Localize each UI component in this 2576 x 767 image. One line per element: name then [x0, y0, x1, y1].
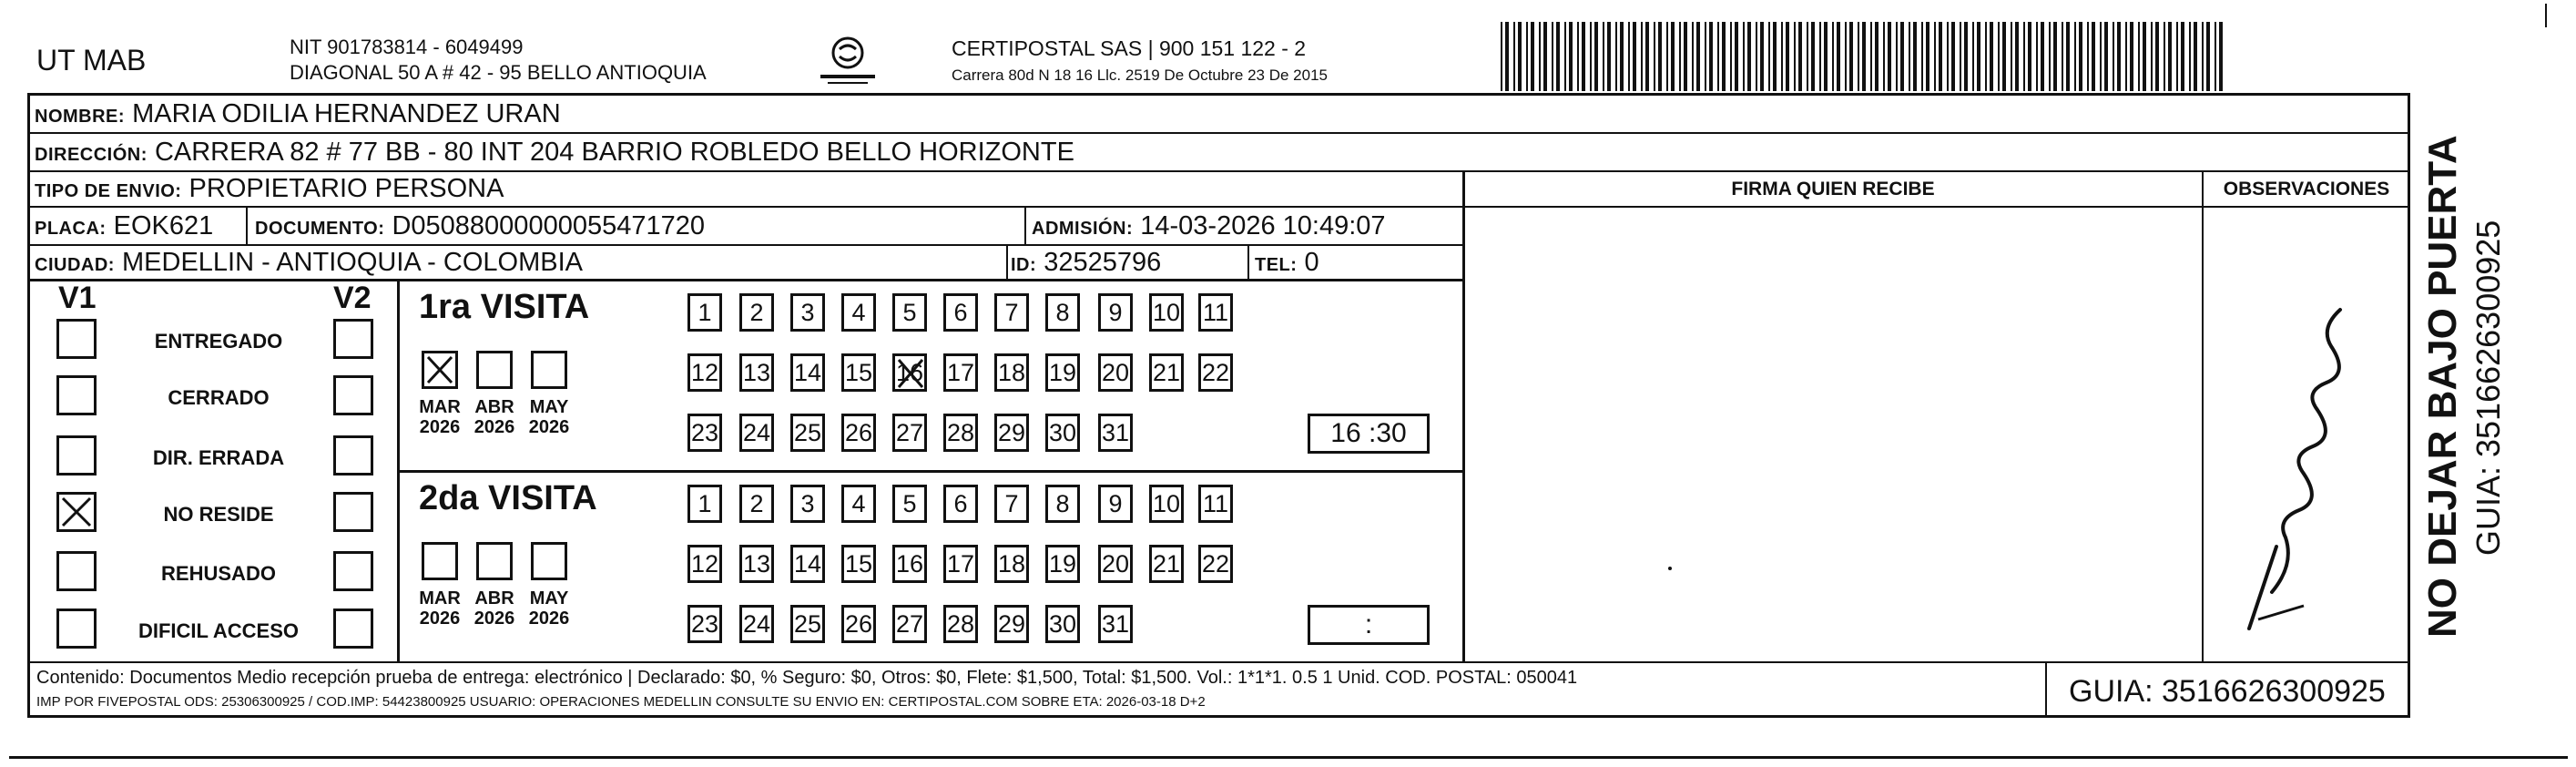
day-box[interactable]: 17	[943, 545, 978, 583]
barcode-bar	[1990, 22, 1993, 91]
day-box[interactable]: 6	[943, 485, 978, 523]
day-box[interactable]: 24	[739, 414, 774, 452]
day-box[interactable]: 13	[739, 353, 774, 392]
barcode-bar	[2002, 22, 2006, 91]
day-box[interactable]: 3	[790, 485, 825, 523]
handwritten-signature	[2222, 291, 2377, 638]
barcode-bar	[1786, 22, 1789, 91]
barcode-bar	[1582, 22, 1585, 91]
barcode-bar	[1819, 22, 1821, 91]
tel-value: 0	[1304, 248, 1319, 277]
day-box[interactable]: 7	[994, 293, 1029, 332]
barcode-bar	[1735, 22, 1738, 91]
observaciones-header: OBSERVACIONES	[2223, 179, 2390, 199]
barcode-bar	[1934, 22, 1936, 91]
barcode-bar	[1654, 22, 1655, 91]
rule	[27, 170, 2410, 172]
day-box[interactable]: 21	[1149, 545, 1184, 583]
barcode-bar	[1781, 22, 1783, 91]
firma-header: FIRMA QUIEN RECIBE	[1731, 179, 1935, 199]
footer-content: Contenido: Documentos Medio recepción prueba de entrega: electrónico | Declarado: $0, % Seguro: $0, Otros: $0, Flete: $1,500, Total: $1,500. Vol.: 1*1*1. 0.5 1 Unid. COD. POSTAL: 050041	[36, 668, 1578, 688]
day-box[interactable]: 14	[790, 353, 825, 392]
barcode-bar	[1794, 22, 1796, 91]
day-box[interactable]: 5	[892, 485, 927, 523]
v2-checkbox[interactable]	[333, 319, 373, 359]
month-year: 2026	[419, 417, 461, 437]
month-label	[520, 588, 578, 629]
footer-print-info: IMP POR FIVEPOSTAL ODS: 25306300925 / COD.IMP: 54423800925 USUARIO: OPERACIONES MEDELLIN CONSULTE SU ENVIO EN: CERTIPOSTAL.COM SOBRE ETA: 2026-03-18 D+2	[36, 694, 1206, 710]
barcode-bar	[1926, 22, 1929, 91]
direccion-label: DIRECCIÓN:	[35, 145, 148, 165]
barcode-bar	[1768, 22, 1770, 91]
barcode-bar	[2219, 22, 2223, 91]
barcode-bar	[1862, 22, 1866, 91]
month-year: 2026	[528, 417, 570, 437]
barcode-bar	[1513, 22, 1515, 91]
barcode-bar	[2194, 22, 2197, 91]
day-box[interactable]: 10	[1149, 485, 1184, 523]
status-option-label: REHUSADO	[161, 562, 276, 585]
barcode-bar	[2143, 22, 2146, 91]
documento-label: DOCUMENTO:	[255, 219, 385, 239]
day-box[interactable]: 1	[687, 293, 722, 332]
barcode-bar	[1615, 22, 1617, 91]
day-box[interactable]: 23	[687, 605, 722, 643]
barcode-bar	[2189, 22, 2191, 91]
barcode-bar	[1743, 22, 1745, 91]
direccion-value: CARRERA 82 # 77 BB - 80 INT 204 BARRIO ROBLEDO BELLO HORIZONTE	[154, 138, 1074, 167]
day-box[interactable]: 23	[687, 414, 722, 452]
day-box[interactable]: 21	[1149, 353, 1184, 392]
barcode-bar	[1556, 22, 1560, 91]
day-box[interactable]: 14	[790, 545, 825, 583]
day-box[interactable]: 28	[943, 414, 978, 452]
tipo-label: TIPO DE ENVIO:	[35, 181, 182, 201]
month-label	[411, 397, 469, 437]
no-dejar-notice: NO DEJAR BAJO PUERTA	[2420, 135, 2465, 638]
barcode-bar	[1849, 22, 1853, 91]
status-option-label: DIFICIL ACCESO	[137, 619, 299, 642]
certipostal-logo-icon	[815, 35, 881, 91]
status-option-label: ENTREGADO	[154, 330, 283, 353]
barcode-bar	[1998, 22, 2000, 91]
barcode-bar	[2041, 22, 2044, 91]
barcode-bar	[2079, 22, 2082, 91]
month-year: 2026	[473, 608, 515, 629]
day-box[interactable]: 30	[1045, 414, 1080, 452]
day-box[interactable]: 13	[739, 545, 774, 583]
tel-cell	[1255, 248, 1319, 278]
check-mark-icon	[895, 356, 926, 391]
visit-title: 2da VISITA	[419, 479, 597, 517]
rule	[27, 661, 2410, 663]
barcode-bar	[1564, 22, 1566, 91]
placa-label: PLACA:	[35, 219, 107, 239]
day-box[interactable]: 12	[687, 545, 722, 583]
barcode-bar	[2023, 22, 2025, 91]
month-name: ABR	[474, 588, 514, 608]
placa-cell	[35, 211, 213, 241]
v2-checkbox[interactable]	[333, 551, 373, 591]
tel-label: TEL:	[1255, 255, 1298, 275]
month-checkbox[interactable]	[531, 542, 567, 580]
barcode-bar	[1603, 22, 1604, 91]
day-box[interactable]: 8	[1045, 485, 1080, 523]
nombre-value: MARIA ODILIA HERNANDEZ URAN	[132, 99, 561, 128]
rule	[27, 132, 2410, 134]
barcode-bar	[2151, 22, 2153, 91]
barcode-bar	[1960, 22, 1961, 91]
ciudad-label: CIUDAD:	[35, 255, 115, 275]
day-box[interactable]: 17	[943, 353, 978, 392]
barcode-bar	[1505, 22, 1509, 91]
documento-value: D05088000000055471720	[392, 211, 705, 240]
rule	[1006, 244, 1008, 281]
barcode-bar	[1641, 22, 1643, 91]
day-box[interactable]: 22	[1198, 545, 1233, 583]
v1-checkbox[interactable]	[56, 319, 97, 359]
dot-mark	[1668, 567, 1672, 570]
day-box[interactable]: 25	[790, 605, 825, 643]
bottom-rule	[9, 756, 2568, 759]
status-option-label: NO RESIDE	[163, 503, 274, 526]
day-box[interactable]: 6	[943, 293, 978, 332]
barcode-bar	[1590, 22, 1592, 91]
day-box[interactable]: 29	[994, 414, 1029, 452]
v2-checkbox[interactable]	[333, 492, 373, 532]
day-box[interactable]: 30	[1045, 605, 1080, 643]
barcode-bar	[2176, 22, 2178, 91]
barcode-bar	[1858, 22, 1859, 91]
barcode-bar	[1526, 22, 1528, 91]
barcode-bar	[1620, 22, 1624, 91]
month-name: MAR	[419, 397, 461, 417]
day-box[interactable]: 26	[841, 414, 876, 452]
day-box[interactable]: 19	[1045, 353, 1080, 392]
barcode-bar	[1811, 22, 1815, 91]
barcode-bar	[1807, 22, 1808, 91]
month-name: MAY	[529, 397, 569, 417]
month-label	[520, 397, 578, 437]
barcode	[1501, 22, 2229, 91]
side-guia: GUIA: 3516626300925	[2469, 220, 2507, 556]
barcode-bar	[1518, 22, 1522, 91]
barcode-bar	[2028, 22, 2031, 91]
day-box[interactable]: 11	[1198, 485, 1233, 523]
month-checkbox[interactable]	[531, 351, 567, 389]
day-box[interactable]: 2	[739, 293, 774, 332]
visit-title: 1ra VISITA	[419, 288, 590, 326]
day-box[interactable]: 12	[687, 353, 722, 392]
day-box[interactable]: 7	[994, 485, 1029, 523]
status-option-label: CERRADO	[168, 386, 270, 409]
rule	[397, 470, 1464, 473]
id-value: 32525796	[1044, 248, 1162, 277]
barcode-bar	[1870, 22, 1872, 91]
month-year: 2026	[419, 608, 461, 629]
day-box[interactable]: 26	[841, 605, 876, 643]
day-box[interactable]: 20	[1098, 353, 1133, 392]
barcode-bar	[2036, 22, 2038, 91]
day-box[interactable]: 9	[1098, 485, 1133, 523]
barcode-bar	[1875, 22, 1879, 91]
id-cell	[1011, 248, 1161, 278]
barcode-bar	[2155, 22, 2159, 91]
barcode-bar	[1717, 22, 1719, 91]
rule	[1462, 170, 1465, 662]
v2-checkbox[interactable]	[333, 375, 373, 415]
barcode-bar	[1607, 22, 1611, 91]
barcode-bar	[1837, 22, 1840, 91]
barcode-bar	[1705, 22, 1706, 91]
barcode-bar	[1730, 22, 1732, 91]
barcode-bar	[1977, 22, 1980, 91]
day-box[interactable]: 16	[892, 545, 927, 583]
ciudad-value: MEDELLIN - ANTIOQUIA - COLOMBIA	[122, 248, 583, 277]
carrier-address: Carrera 80d N 18 16 Llc. 2519 De Octubre 23 De 2015	[952, 66, 1328, 84]
v1-checkbox[interactable]	[56, 608, 97, 649]
barcode-bar	[1985, 22, 1987, 91]
day-box[interactable]: 5	[892, 293, 927, 332]
barcode-bar	[1543, 22, 1547, 91]
barcode-bar	[2164, 22, 2165, 91]
day-box[interactable]: 27	[892, 414, 927, 452]
barcode-bar	[2062, 22, 2063, 91]
barcode-bar	[1939, 22, 1942, 91]
barcode-bar	[1696, 22, 1700, 91]
rule	[246, 206, 248, 244]
barcode-bar	[1896, 22, 1898, 91]
barcode-bar	[2104, 22, 2108, 91]
barcode-bar	[2181, 22, 2184, 91]
day-box[interactable]: 16	[892, 353, 927, 392]
barcode-bar	[1883, 22, 1885, 91]
barcode-bar	[1666, 22, 1668, 91]
barcode-bar	[1760, 22, 1764, 91]
month-checkbox[interactable]	[476, 351, 513, 389]
barcode-bar	[1756, 22, 1757, 91]
barcode-bar	[1824, 22, 1828, 91]
barcode-bar	[2125, 22, 2127, 91]
barcode-bar	[1671, 22, 1675, 91]
time-box[interactable]: 16 :30	[1308, 414, 1430, 454]
time-box[interactable]: :	[1308, 605, 1430, 645]
day-box[interactable]: 4	[841, 293, 876, 332]
barcode-bar	[2049, 22, 2051, 91]
month-checkbox[interactable]	[422, 351, 458, 389]
barcode-bar	[1552, 22, 1553, 91]
barcode-bar	[2074, 22, 2076, 91]
barcode-bar	[1832, 22, 1834, 91]
day-box[interactable]: 18	[994, 353, 1029, 392]
barcode-bar	[1658, 22, 1662, 91]
barcode-bar	[2087, 22, 2089, 91]
v2-checkbox[interactable]	[333, 608, 373, 649]
rule	[2045, 661, 2047, 718]
day-box[interactable]: 11	[1198, 293, 1233, 332]
barcode-bar	[2202, 22, 2204, 91]
barcode-bar	[1921, 22, 1923, 91]
rule	[1024, 206, 1026, 244]
barcode-bar	[1913, 22, 1917, 91]
direccion-row	[35, 138, 1074, 168]
day-box[interactable]: 24	[739, 605, 774, 643]
barcode-bar	[2092, 22, 2095, 91]
company-info	[290, 35, 707, 86]
company-name: UT MAB	[36, 44, 147, 77]
barcode-bar	[1845, 22, 1847, 91]
day-box[interactable]: 15	[841, 545, 876, 583]
barcode-bar	[1577, 22, 1579, 91]
day-box[interactable]: 20	[1098, 545, 1133, 583]
barcode-bar	[1684, 22, 1687, 91]
admision-value: 14-03-2026 10:49:07	[1140, 211, 1386, 240]
barcode-bar	[2113, 22, 2114, 91]
placa-value: EOK621	[113, 211, 214, 240]
barcode-bar	[1909, 22, 1910, 91]
barcode-bar	[1709, 22, 1713, 91]
tipo-value: PROPIETARIO PERSONA	[188, 174, 504, 203]
barcode-bar	[1645, 22, 1649, 91]
barcode-bar	[1773, 22, 1777, 91]
id-label: ID:	[1011, 255, 1037, 275]
barcode-bar	[2066, 22, 2070, 91]
month-name: MAR	[419, 588, 461, 608]
barcode-bar	[2100, 22, 2102, 91]
check-mark-icon	[59, 495, 94, 529]
day-box[interactable]: 4	[841, 485, 876, 523]
day-box[interactable]: 15	[841, 353, 876, 392]
day-box[interactable]: 25	[790, 414, 825, 452]
ciudad-cell	[35, 248, 583, 278]
day-box[interactable]: 19	[1045, 545, 1080, 583]
barcode-bar	[1501, 22, 1502, 91]
rule	[1247, 244, 1249, 281]
tipo-row	[35, 174, 504, 204]
day-box[interactable]: 9	[1098, 293, 1133, 332]
barcode-bar	[2011, 22, 2012, 91]
month-year: 2026	[473, 417, 515, 437]
month-label	[465, 588, 524, 629]
day-box[interactable]: 22	[1198, 353, 1233, 392]
day-box[interactable]: 1	[687, 485, 722, 523]
nit-text: NIT 901783814 - 6049499	[290, 36, 524, 58]
carrier-name: CERTIPOSTAL SAS | 900 151 122 - 2	[952, 36, 1307, 60]
barcode-bar	[1679, 22, 1681, 91]
day-box[interactable]: 18	[994, 545, 1029, 583]
barcode-bar	[1531, 22, 1534, 91]
v2-header: V2	[333, 281, 372, 315]
day-box[interactable]: 27	[892, 605, 927, 643]
v1-checkbox[interactable]	[56, 435, 97, 476]
day-box[interactable]: 29	[994, 605, 1029, 643]
barcode-bar	[2117, 22, 2121, 91]
admision-cell	[1032, 211, 1386, 241]
v1-checkbox[interactable]	[56, 551, 97, 591]
carrier-info	[952, 35, 1328, 89]
rule	[2202, 170, 2204, 662]
v1-checkbox[interactable]	[56, 375, 97, 415]
month-checkbox[interactable]	[422, 542, 458, 580]
barcode-bar	[1888, 22, 1891, 91]
month-year: 2026	[528, 608, 570, 629]
nombre-label: NOMBRE:	[35, 107, 126, 127]
barcode-bar	[1900, 22, 1904, 91]
barcode-bar	[2168, 22, 2172, 91]
barcode-bar	[1951, 22, 1955, 91]
barcode-bar	[1972, 22, 1974, 91]
nombre-row	[35, 99, 561, 129]
month-label	[465, 397, 524, 437]
day-box[interactable]: 2	[739, 485, 774, 523]
v2-checkbox[interactable]	[333, 435, 373, 476]
admision-label: ADMISIÓN:	[1032, 219, 1134, 239]
barcode-bar	[2206, 22, 2210, 91]
status-option-label: DIR. ERRADA	[152, 446, 285, 469]
v1-checkbox[interactable]	[56, 492, 97, 532]
barcode-bar	[1628, 22, 1630, 91]
barcode-bar	[1722, 22, 1726, 91]
check-mark-icon	[424, 353, 455, 386]
barcode-bar	[2215, 22, 2216, 91]
day-box[interactable]: 31	[1098, 605, 1133, 643]
rule	[1462, 206, 2410, 208]
barcode-bar	[1569, 22, 1573, 91]
footer-guia: GUIA: 3516626300925	[2069, 674, 2386, 709]
edge-mark	[2545, 4, 2547, 27]
barcode-bar	[1539, 22, 1541, 91]
day-box[interactable]: 10	[1149, 293, 1184, 332]
barcode-bar	[1798, 22, 1802, 91]
barcode-bar	[2053, 22, 2057, 91]
barcode-bar	[2015, 22, 2019, 91]
barcode-bar	[1964, 22, 1968, 91]
barcode-bar	[2138, 22, 2140, 91]
month-checkbox[interactable]	[476, 542, 513, 580]
barcode-bar	[1692, 22, 1694, 91]
barcode-bar	[2130, 22, 2133, 91]
company-address: DIAGONAL 50 A # 42 - 95 BELLO ANTIOQUIA	[290, 61, 707, 84]
month-name: ABR	[474, 397, 514, 417]
barcode-bar	[1633, 22, 1636, 91]
documento-cell	[255, 211, 705, 241]
barcode-bar	[1947, 22, 1949, 91]
v1-header: V1	[58, 281, 97, 315]
day-box[interactable]: 3	[790, 293, 825, 332]
barcode-bar	[1747, 22, 1751, 91]
month-name: MAY	[529, 588, 569, 608]
barcode-bar	[1594, 22, 1598, 91]
day-box[interactable]: 28	[943, 605, 978, 643]
day-box[interactable]: 8	[1045, 293, 1080, 332]
month-label	[411, 588, 469, 629]
day-box[interactable]: 31	[1098, 414, 1133, 452]
